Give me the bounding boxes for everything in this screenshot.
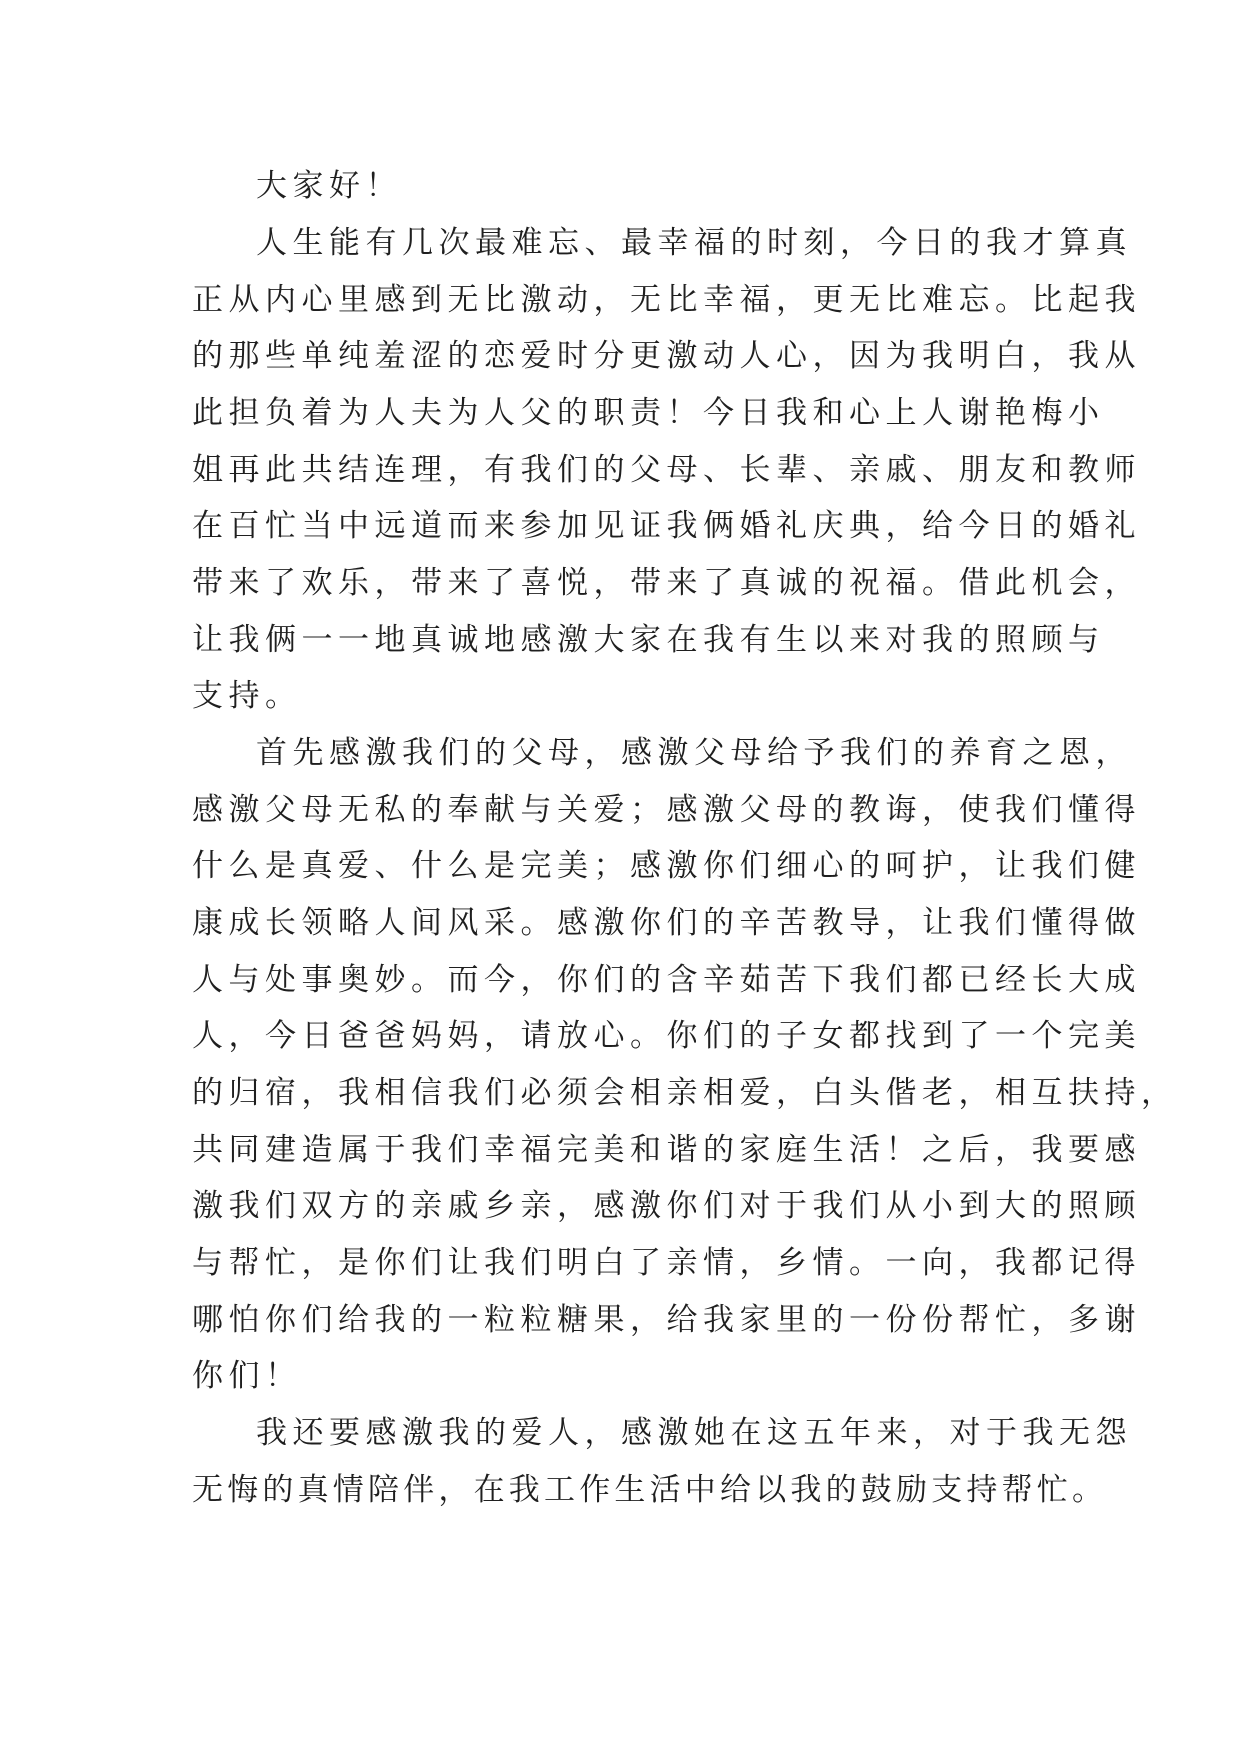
text-line: 在百忙当中远道而来参加见证我俩婚礼庆典，给今日的婚礼	[192, 508, 1141, 544]
text-line: 无悔的真情陪伴，在我工作生活中给以我的鼓励支持帮忙。	[192, 1472, 1108, 1508]
text-line: 共同建造属于我们幸福完美和谐的家庭生活！之后，我要感	[192, 1132, 1141, 1168]
text-line: 哪怕你们给我的一粒粒糖果，给我家里的一份份帮忙，多谢	[192, 1302, 1141, 1338]
text-line: 与帮忙，是你们让我们明白了亲情，乡情。一向，我都记得	[192, 1245, 1141, 1281]
text-line: 感激父母无私的奉献与关爱；感激父母的教诲，使我们懂得	[192, 792, 1141, 828]
text-line: 我还要感激我的爱人，感激她在这五年来，对于我无怨	[256, 1415, 1132, 1451]
text-line: 大家好！	[256, 168, 402, 204]
text-line: 人，今日爸爸妈妈，请放心。你们的子女都找到了一个完美	[192, 1018, 1141, 1054]
text-line: 带来了欢乐，带来了喜悦，带来了真诚的祝福。借此机会，	[192, 565, 1141, 601]
text-line: 的归宿，我相信我们必须会相亲相爱，白头偕老，相互扶持，	[192, 1075, 1178, 1111]
text-line: 正从内心里感到无比激动，无比幸福，更无比难忘。比起我	[192, 282, 1141, 318]
text-line: 姐再此共结连理，有我们的父母、长辈、亲戚、朋友和教师	[192, 452, 1141, 488]
text-line: 什么是真爱、什么是完美；感激你们细心的呵护，让我们健	[192, 848, 1141, 884]
text-line: 康成长领略人间风采。感激你们的辛苦教导，让我们懂得做	[192, 905, 1141, 941]
text-line: 人生能有几次最难忘、最幸福的时刻，今日的我才算真	[256, 225, 1132, 261]
text-line: 人与处事奥妙。而今，你们的含辛茹苦下我们都已经长大成	[192, 962, 1141, 998]
text-line: 支持。	[192, 678, 302, 714]
text-line: 让我俩一一地真诚地感激大家在我有生以来对我的照顾与	[192, 622, 1105, 658]
text-line: 的那些单纯羞涩的恋爱时分更激动人心，因为我明白，我从	[192, 338, 1141, 374]
text-line: 此担负着为人夫为人父的职责！今日我和心上人谢艳梅小	[192, 395, 1105, 431]
text-line: 首先感激我们的父母，感激父母给予我们的养育之恩，	[256, 735, 1132, 771]
text-line: 激我们双方的亲戚乡亲，感激你们对于我们从小到大的照顾	[192, 1188, 1141, 1224]
text-line: 你们！	[192, 1358, 302, 1394]
